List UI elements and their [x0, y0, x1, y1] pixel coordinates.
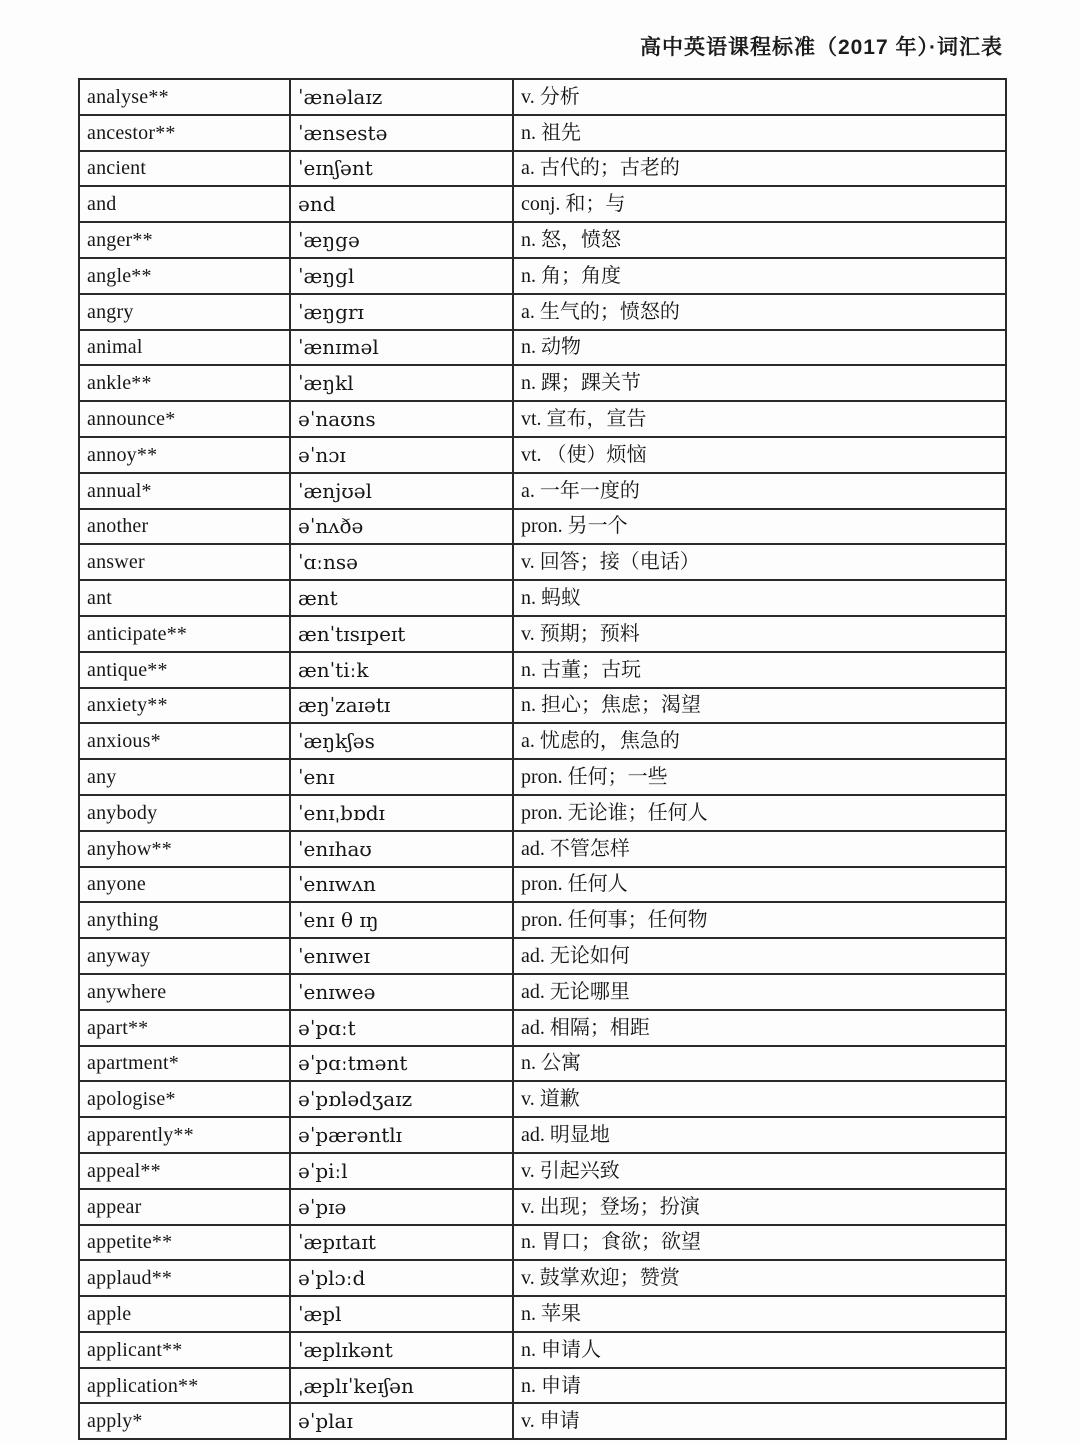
word-cell: anyway — [79, 938, 290, 974]
word-cell: apparently** — [79, 1117, 290, 1153]
meaning-cell: n. 祖先 — [513, 115, 1006, 151]
word-cell: and — [79, 186, 290, 222]
ipa-cell: əˈpɪə — [290, 1189, 513, 1225]
table-row — [79, 151, 1006, 187]
word-cell: animal — [79, 330, 290, 366]
table-row — [79, 1010, 1006, 1046]
table-row — [79, 1153, 1006, 1189]
word-cell: anyhow** — [79, 831, 290, 867]
table-row — [79, 795, 1006, 831]
table-row — [79, 222, 1006, 258]
word-cell: antique** — [79, 652, 290, 688]
meaning-cell: v. 鼓掌欢迎；赞赏 — [513, 1260, 1006, 1296]
word-cell: anxiety** — [79, 688, 290, 724]
ipa-cell: əˈpærəntlɪ — [290, 1117, 513, 1153]
meaning-cell: vt. 宣布，宣告 — [513, 401, 1006, 437]
meaning-cell: n. 公寓 — [513, 1046, 1006, 1082]
word-cell: anything — [79, 902, 290, 938]
word-cell: anger** — [79, 222, 290, 258]
ipa-cell: ˈænɪməl — [290, 330, 513, 366]
page-title: 高中英语课程标准（2017 年）·词汇表 — [639, 36, 1003, 59]
meaning-cell: n. 踝；踝关节 — [513, 365, 1006, 401]
table-row — [79, 294, 1006, 330]
table-row — [79, 1046, 1006, 1082]
table-row — [79, 1403, 1006, 1439]
table-row — [79, 79, 1006, 115]
meaning-cell: ad. 明显地 — [513, 1117, 1006, 1153]
word-cell: application** — [79, 1368, 290, 1404]
meaning-cell: a. 一年一度的 — [513, 473, 1006, 509]
ipa-cell: ənd — [290, 186, 513, 222]
ipa-cell: ˈæpl — [290, 1296, 513, 1332]
word-cell: ant — [79, 580, 290, 616]
table-row — [79, 544, 1006, 580]
meaning-cell: v. 引起兴致 — [513, 1153, 1006, 1189]
word-cell: apartment* — [79, 1046, 290, 1082]
ipa-cell: ˈæŋgə — [290, 222, 513, 258]
meaning-cell: ad. 无论哪里 — [513, 974, 1006, 1010]
ipa-cell: ænˈtiːk — [290, 652, 513, 688]
word-cell: anywhere — [79, 974, 290, 1010]
meaning-cell: pron. 任何事；任何物 — [513, 902, 1006, 938]
table-row — [79, 1189, 1006, 1225]
meaning-cell: a. 生气的；愤怒的 — [513, 294, 1006, 330]
ipa-cell: ˈenɪ — [290, 759, 513, 795]
meaning-cell: n. 角；角度 — [513, 258, 1006, 294]
ipa-cell: əˈpɑːtmənt — [290, 1046, 513, 1082]
table-row — [79, 1260, 1006, 1296]
meaning-cell: n. 申请人 — [513, 1332, 1006, 1368]
word-cell: anticipate** — [79, 616, 290, 652]
ipa-cell: əˈnʌðə — [290, 509, 513, 545]
word-cell: applaud** — [79, 1260, 290, 1296]
table-row — [79, 1332, 1006, 1368]
vocab-table — [78, 78, 1007, 1440]
meaning-cell: v. 预期；预料 — [513, 616, 1006, 652]
table-row — [79, 867, 1006, 903]
meaning-cell: n. 怒，愤怒 — [513, 222, 1006, 258]
table-row — [79, 759, 1006, 795]
ipa-cell: ˈenɪweɪ — [290, 938, 513, 974]
ipa-cell: ˈæplɪkənt — [290, 1332, 513, 1368]
table-row — [79, 1117, 1006, 1153]
ipa-cell: əˈplaɪ — [290, 1403, 513, 1439]
meaning-cell: pron. 任何人 — [513, 867, 1006, 903]
word-cell: apologise* — [79, 1081, 290, 1117]
ipa-cell: ˈæŋkʃəs — [290, 723, 513, 759]
table-row — [79, 723, 1006, 759]
table-row — [79, 365, 1006, 401]
ipa-cell: ˈenɪˌbɒdɪ — [290, 795, 513, 831]
word-cell: analyse** — [79, 79, 290, 115]
word-cell: appeal** — [79, 1153, 290, 1189]
table-row — [79, 616, 1006, 652]
ipa-cell: əˈpiːl — [290, 1153, 513, 1189]
ipa-cell: ˌæplɪˈkeɪʃən — [290, 1368, 513, 1404]
meaning-cell: vt. （使）烦恼 — [513, 437, 1006, 473]
table-row — [79, 437, 1006, 473]
ipa-cell: ˈænjʊəl — [290, 473, 513, 509]
table-row — [79, 258, 1006, 294]
table-row — [79, 1296, 1006, 1332]
word-cell: angle** — [79, 258, 290, 294]
ipa-cell: ˈenɪweə — [290, 974, 513, 1010]
table-row — [79, 401, 1006, 437]
ipa-cell: əˈnɔɪ — [290, 437, 513, 473]
ipa-cell: əˈpɑːt — [290, 1010, 513, 1046]
meaning-cell: n. 苹果 — [513, 1296, 1006, 1332]
table-row — [79, 115, 1006, 151]
word-cell: angry — [79, 294, 290, 330]
word-cell: announce* — [79, 401, 290, 437]
meaning-cell: v. 申请 — [513, 1403, 1006, 1439]
ipa-cell: ˈenɪ θ ɪŋ — [290, 902, 513, 938]
ipa-cell: ˈæŋgrɪ — [290, 294, 513, 330]
ipa-cell: ˈæpɪtaɪt — [290, 1225, 513, 1261]
ipa-cell: ˈæŋgl — [290, 258, 513, 294]
table-row — [79, 330, 1006, 366]
ipa-cell: ˈæŋkl — [290, 365, 513, 401]
word-cell: anybody — [79, 795, 290, 831]
meaning-cell: pron. 无论谁；任何人 — [513, 795, 1006, 831]
table-row — [79, 652, 1006, 688]
meaning-cell: n. 担心；焦虑；渴望 — [513, 688, 1006, 724]
table-row — [79, 473, 1006, 509]
meaning-cell: pron. 任何；一些 — [513, 759, 1006, 795]
word-cell: another — [79, 509, 290, 545]
ipa-cell: æŋˈzaɪətɪ — [290, 688, 513, 724]
table-row — [79, 509, 1006, 545]
word-cell: anxious* — [79, 723, 290, 759]
word-cell: anyone — [79, 867, 290, 903]
meaning-cell: n. 胃口；食欲；欲望 — [513, 1225, 1006, 1261]
meaning-cell: n. 动物 — [513, 330, 1006, 366]
meaning-cell: v. 分析 — [513, 79, 1006, 115]
ipa-cell: ænˈtɪsɪpeɪt — [290, 616, 513, 652]
word-cell: applicant** — [79, 1332, 290, 1368]
meaning-cell: conj. 和；与 — [513, 186, 1006, 222]
table-row — [79, 902, 1006, 938]
table-row — [79, 580, 1006, 616]
table-row — [79, 688, 1006, 724]
word-cell: any — [79, 759, 290, 795]
table-row — [79, 1368, 1006, 1404]
ipa-cell: ˈeɪnʃənt — [290, 151, 513, 187]
table-row — [79, 831, 1006, 867]
table-row — [79, 1225, 1006, 1261]
word-cell: apart** — [79, 1010, 290, 1046]
meaning-cell: a. 忧虑的，焦急的 — [513, 723, 1006, 759]
ipa-cell: əˈplɔːd — [290, 1260, 513, 1296]
ipa-cell: ænt — [290, 580, 513, 616]
word-cell: ancestor** — [79, 115, 290, 151]
word-cell: ancient — [79, 151, 290, 187]
ipa-cell: ˈænsestə — [290, 115, 513, 151]
word-cell: answer — [79, 544, 290, 580]
meaning-cell: v. 出现；登场；扮演 — [513, 1189, 1006, 1225]
ipa-cell: əˈpɒlədʒaɪz — [290, 1081, 513, 1117]
meaning-cell: v. 道歉 — [513, 1081, 1006, 1117]
table-row — [79, 186, 1006, 222]
meaning-cell: n. 古董；古玩 — [513, 652, 1006, 688]
table-row — [79, 974, 1006, 1010]
word-cell: appear — [79, 1189, 290, 1225]
word-cell: apply* — [79, 1403, 290, 1439]
word-cell: annoy** — [79, 437, 290, 473]
meaning-cell: a. 古代的；古老的 — [513, 151, 1006, 187]
meaning-cell: ad. 不管怎样 — [513, 831, 1006, 867]
ipa-cell: ˈenɪhaʊ — [290, 831, 513, 867]
meaning-cell: ad. 相隔；相距 — [513, 1010, 1006, 1046]
meaning-cell: pron. 另一个 — [513, 509, 1006, 545]
word-cell: apple — [79, 1296, 290, 1332]
table-row — [79, 938, 1006, 974]
vocab-table-body — [79, 79, 1006, 1439]
word-cell: ankle** — [79, 365, 290, 401]
ipa-cell: əˈnaʊns — [290, 401, 513, 437]
ipa-cell: ˈenɪwʌn — [290, 867, 513, 903]
meaning-cell: v. 回答；接（电话） — [513, 544, 1006, 580]
ipa-cell: ˈænəlaɪz — [290, 79, 513, 115]
meaning-cell: ad. 无论如何 — [513, 938, 1006, 974]
word-cell: appetite** — [79, 1225, 290, 1261]
meaning-cell: n. 蚂蚁 — [513, 580, 1006, 616]
table-row — [79, 1081, 1006, 1117]
ipa-cell: ˈɑːnsə — [290, 544, 513, 580]
meaning-cell: n. 申请 — [513, 1368, 1006, 1404]
word-cell: annual* — [79, 473, 290, 509]
